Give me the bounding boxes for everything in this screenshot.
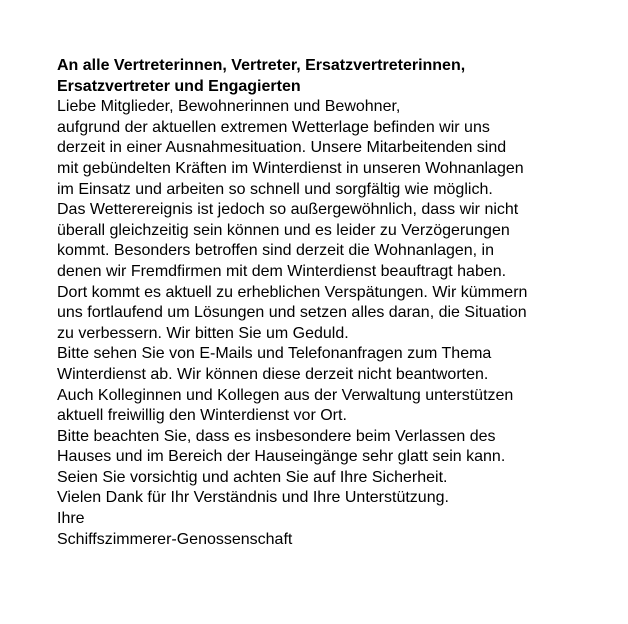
body-line: kommt. Besonders betroffen sind derzeit die Wohnanlagen, in bbox=[57, 242, 494, 260]
body-line: uns fortlaufend um Lösungen und setzen alles daran, die Situation bbox=[57, 304, 527, 322]
body-line: Hauses und im Bereich der Hauseingänge sehr glatt sein kann. bbox=[57, 448, 506, 466]
notice-text-block bbox=[57, 56, 602, 550]
body-line: Dort kommt es aktuell zu erheblichen Verspätungen. Wir kümmern bbox=[57, 283, 528, 301]
body-line: aufgrund der aktuellen extremen Wetterlage befinden wir uns bbox=[57, 118, 490, 136]
body-line: überall gleichzeitig sein können und es leider zu Verzögerungen bbox=[57, 221, 510, 239]
body-line: Bitte sehen Sie von E-Mails und Telefonanfragen zum Thema bbox=[57, 345, 492, 363]
body-line: Das Wetterereignis ist jedoch so außergewöhnlich, dass wir nicht bbox=[57, 201, 519, 219]
signature-line: Schiffszimmerer-Genossenschaft bbox=[57, 530, 293, 548]
body-line: Winterdienst ab. Wir können diese derzeit nicht beantworten. bbox=[57, 365, 489, 383]
body-line: Vielen Dank für Ihr Verständnis und Ihre Unterstützung. bbox=[57, 489, 449, 507]
signature-line: Ihre bbox=[57, 510, 85, 528]
body-line: Seien Sie vorsichtig und achten Sie auf Ihre Sicherheit. bbox=[57, 468, 448, 486]
body-line: derzeit in einer Ausnahmesituation. Unsere Mitarbeitenden sind bbox=[57, 139, 507, 157]
body-line: im Einsatz und arbeiten so schnell und sorgfältig wie möglich. bbox=[57, 180, 493, 198]
salutation-line: Liebe Mitglieder, Bewohnerinnen und Bewohner, bbox=[57, 98, 401, 116]
body-line: Bitte beachten Sie, dass es insbesondere beim Verlassen des bbox=[57, 427, 496, 445]
body-line: mit gebündelten Kräften im Winterdienst in unseren Wohnanlagen bbox=[57, 159, 524, 177]
body-line: aktuell freiwillig den Winterdienst vor Ort. bbox=[57, 407, 347, 425]
notice-heading-line: Ersatzvertreter und Engagierten bbox=[57, 77, 301, 95]
body-line: zu verbessern. Wir bitten Sie um Geduld. bbox=[57, 324, 349, 342]
body-line: denen wir Fremdfirmen mit dem Winterdienst beauftragt haben. bbox=[57, 262, 507, 280]
body-line: Auch Kolleginnen und Kollegen aus der Verwaltung unterstützen bbox=[57, 386, 514, 404]
notice-heading-line: An alle Vertreterinnen, Vertreter, Ersatzvertreterinnen, bbox=[57, 57, 466, 74]
